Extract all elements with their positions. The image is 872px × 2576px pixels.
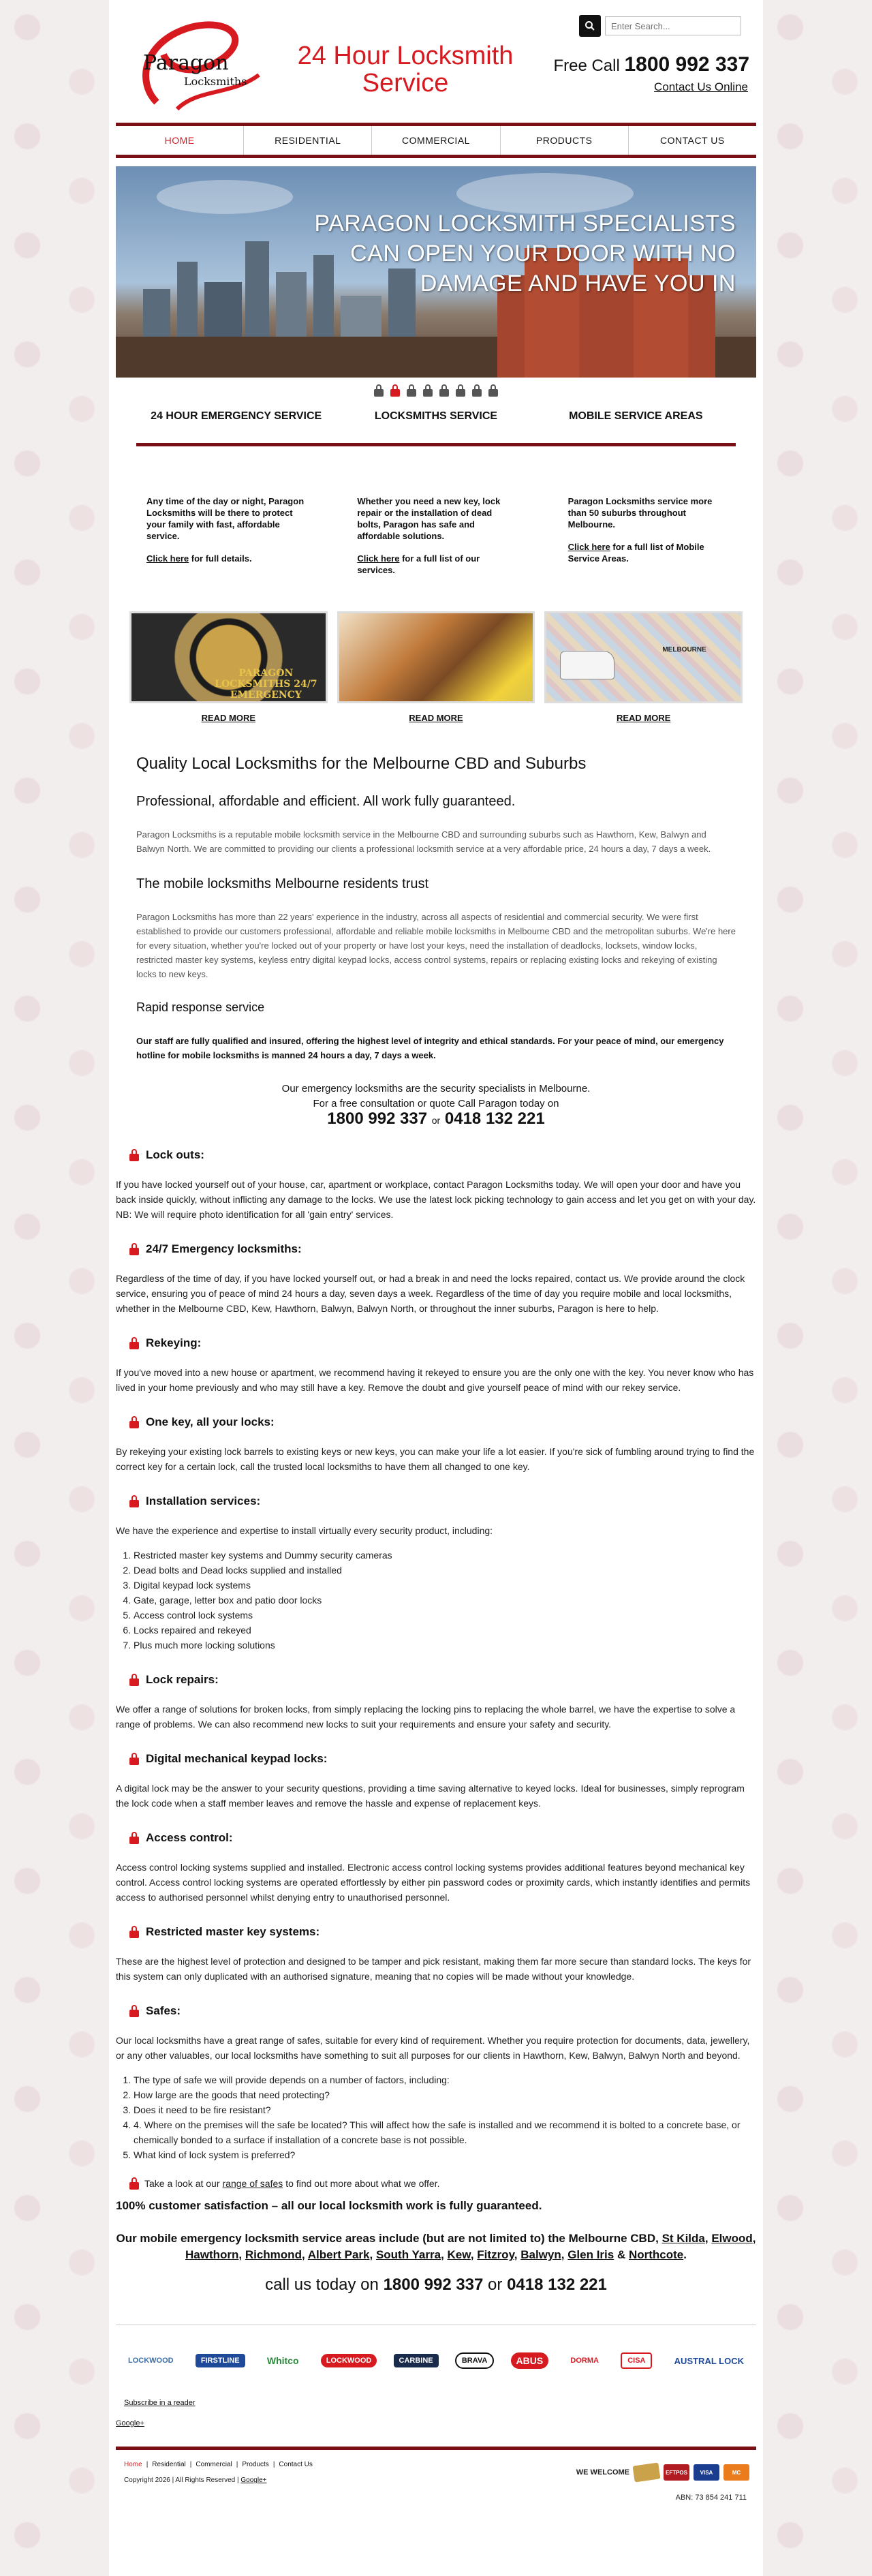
section-title-text: Restricted master key systems:	[146, 1925, 320, 1938]
free-call-label: Free Call	[553, 57, 620, 75]
suburb-link[interactable]: Hawthorn	[185, 2248, 239, 2261]
services-headings	[136, 410, 736, 423]
read-more-link[interactable]: READ MORE	[409, 713, 463, 723]
page-title: Quality Local Locksmiths for the Melbourne CBD and Suburbs	[136, 754, 587, 773]
list-item: 2. How large are the goods that need protecting?	[134, 2087, 756, 2102]
nav-products[interactable]: PRODUCTS	[501, 126, 629, 155]
lock-icon	[129, 2177, 139, 2190]
slide-dot[interactable]	[472, 384, 482, 397]
footer-nav: Home | Residential | Commercial | Products | Contact Us	[124, 2461, 313, 2468]
suburb-link[interactable]: Kew	[447, 2248, 471, 2261]
phone-number[interactable]: 1800 992 337	[327, 1109, 428, 1128]
call-prefix: call us today on	[265, 2275, 379, 2294]
slide-dot-active[interactable]	[390, 384, 400, 397]
eftpos-icon: EFTPOS	[664, 2464, 689, 2481]
cta-phones	[136, 1111, 736, 1128]
link-suffix: for a full list of Mobile Service Areas.	[567, 542, 704, 564]
section-text: If you have locked yourself out of your house, car, apartment or workplace, contact Paragon Locksmiths today. We will open your door and have you back inside quickly, without inflicting any damage to the locks. We use the latest lock picking technology to gain access and let you get on with your day. NB: We will require photo identification for all 'gain entry' services.	[116, 1179, 756, 1220]
gplus-row	[116, 2419, 756, 2427]
brand-logo: BRAVA	[455, 2352, 494, 2369]
intro-content	[109, 754, 763, 1128]
list-item: 2. Dead bolts and Dead locks supplied and installed	[134, 1563, 756, 1578]
service-text: Any time of the day or night, Paragon Locksmiths will be there to protect your family with fast, affordable service.	[146, 496, 305, 541]
brand-logo: Whitco	[266, 2355, 299, 2366]
logo-text-sub: Locksmiths	[184, 75, 247, 88]
brand-logo: CISA	[621, 2352, 652, 2369]
visa-icon: VISA	[694, 2464, 719, 2481]
brand-logo: LOCKWOOD	[321, 2354, 377, 2367]
divider	[136, 443, 736, 446]
section-title-text: One key, all your locks:	[146, 1415, 275, 1428]
hero-text: PARAGON LOCKSMITH SPECIALISTS CAN OPEN YOUR DOOR WITH NO DAMAGE AND HAVE YOU IN	[314, 211, 736, 296]
read-more-link[interactable]: READ MORE	[201, 713, 256, 723]
key-icon	[633, 2462, 661, 2482]
divider	[116, 2447, 756, 2450]
lock-icon	[129, 1337, 139, 1349]
cta-line: Our emergency locksmiths are the security specialists in Melbourne.	[281, 1083, 591, 1094]
brand-logos	[123, 2352, 749, 2369]
section-text: These are the highest level of protection and designed to be tamper and pick resistant, making them far more secure than standard locks. The keys for this system can only duplicated with an authorised signature, meaning that no copies will be made without your knowledge.	[116, 1956, 751, 1982]
brand-logo: ABUS	[511, 2352, 549, 2369]
footer-nav-residential[interactable]: Residential	[152, 2461, 186, 2468]
section-text: Access control locking systems supplied and installed. Electronic access control locking systems provides additional features beyond mechanical key control. Access control locking systems are operated effortlessly by either pin password codes or proximity cards, which instantly identifies and permits access to authorised personnel whilst denying entry to unauthorised personnel.	[116, 1862, 751, 1903]
brand-logo: FIRSTLINE	[196, 2354, 245, 2367]
section-text: Our local locksmiths have a great range of safes, suitable for every kind of requirement. Whether you require protection for documents, data, jewellery, or any other valuables, our local locksmiths have something to suit all purposes for our clients in Hawthorn, Kew, Balwyn, Balwyn North and beyond.	[116, 2035, 750, 2061]
free-call	[553, 53, 749, 76]
lock-icon	[129, 1495, 139, 1507]
lock-icon	[129, 1243, 139, 1255]
suburb-link[interactable]: Richmond	[245, 2248, 302, 2261]
cta-block	[136, 1082, 736, 1128]
service-text: Paragon Locksmiths service more than 50 suburbs throughout Melbourne.	[567, 496, 713, 530]
van-icon	[560, 651, 614, 679]
slide-dot[interactable]	[374, 384, 384, 397]
footer-nav-commercial[interactable]: Commercial	[196, 2461, 232, 2468]
section-title	[129, 1148, 756, 1162]
abn-text: ABN: 73 854 241 711	[675, 2494, 747, 2502]
logo[interactable]	[116, 14, 272, 116]
or-text: or	[431, 1115, 441, 1126]
subscribe-row	[124, 2399, 756, 2407]
tools-image[interactable]	[337, 611, 535, 703]
slide-dot[interactable]	[488, 384, 498, 397]
section-title	[129, 1242, 756, 1256]
lock-icon	[129, 1416, 139, 1428]
paragraph: Paragon Locksmiths is a reputable mobile locksmith service in the Melbourne CBD and surrounding suburbs such as Hawthorn, Kew, Balwyn and Balwyn North. We are committed to providing our clients a professional locksmith service at a very affordable price, 24 hours a day, 7 days a week.	[136, 829, 711, 854]
section-title	[129, 1494, 756, 1508]
list-item: 6. Locks repaired and rekeyed	[134, 1623, 756, 1638]
search-icon	[585, 20, 595, 31]
payment-methods	[576, 2461, 749, 2484]
service-heading-mobile: MOBILE SERVICE AREAS	[569, 410, 703, 422]
brand-logo: CARBINE	[394, 2354, 439, 2367]
section-title	[129, 1336, 756, 1350]
section-title-text: Installation services:	[146, 1494, 261, 1507]
page	[109, 0, 763, 2576]
section-title-text: Rekeying:	[146, 1336, 202, 1349]
hero-banner	[116, 166, 756, 378]
link-suffix: to find out more about what we offer.	[285, 2178, 440, 2189]
section-title-text: 24/7 Emergency locksmiths:	[146, 1242, 302, 1255]
link-suffix: for a full list of our services.	[357, 553, 480, 575]
free-call-number[interactable]: 1800 992 337	[624, 53, 749, 76]
click-here-link[interactable]: Click here	[146, 553, 189, 564]
contact-online-link[interactable]: Contact Us Online	[654, 80, 748, 93]
safes-list	[134, 2072, 756, 2162]
service-images	[129, 611, 743, 703]
satisfaction-text: 100% customer satisfaction – all our local locksmith work is fully guaranteed.	[116, 2199, 542, 2212]
brand-logo: DORMA	[570, 2357, 599, 2365]
list-item: 5. What kind of lock system is preferred?	[134, 2147, 756, 2162]
cta-line: For a free consultation or quote Call Paragon today on	[313, 1098, 559, 1109]
list-item: 7. Plus much more locking solutions	[134, 1638, 756, 1653]
brand-logo: LOCKWOOD	[128, 2357, 174, 2365]
header	[109, 0, 763, 123]
suburb-link[interactable]: Northcote	[628, 2248, 684, 2261]
section-title	[129, 2004, 756, 2018]
section-title	[129, 1831, 756, 1845]
brand-logo: AUSTRAL LOCK	[674, 2355, 744, 2366]
section-title-text: Lock outs:	[146, 1148, 204, 1161]
paragraph: Paragon Locksmiths has more than 22 years' experience in the industry, across all aspects of residential and commercial security. We were first established to provide our customers professional, affordable and reliable mobile locksmiths in Melbourne CBD and the metropolitan suburbs. We're here for every situation, whether you're locked out of your property or have lost your keys, need the installation of deadlocks, locksets, window locks, restricted master key systems, keyless entry digital keypad locks, access control systems, repairs or replacing existing locks and rekeying of existing locks to new keys.	[136, 912, 736, 979]
service-col-emergency	[129, 495, 321, 576]
call-today	[116, 2275, 756, 2295]
lock-icon	[129, 1149, 139, 1161]
list-item: 4. Gate, garage, letter box and patio door locks	[134, 1593, 756, 1608]
section-text: If you've moved into a new house or apartment, we recommend having it rekeyed to ensure you are the only one with the key. You never know who has lived in your home previously and who may still have a key. Remove the doubt and give yourself peace of mind with our rekey service.	[116, 1367, 754, 1393]
nav-home[interactable]: HOME	[116, 126, 244, 155]
service-areas: Our mobile emergency locksmith service areas include (but are not limited to) the Melbourne CBD, St Kilda, Elwood, Hawthorn, Richmond, Albert Park, South Yarra, Kew, Fitzroy, Balwyn, Glen Iris & Northcote.	[116, 2232, 756, 2261]
suburb-link[interactable]: Balwyn	[520, 2248, 561, 2261]
section-title-text: Digital mechanical keypad locks:	[146, 1752, 328, 1765]
list-item: 1. Restricted master key systems and Dummy security cameras	[134, 1548, 756, 1563]
or-text: or	[488, 2275, 503, 2294]
section-title-text: Access control:	[146, 1831, 233, 1844]
service-col-mobile	[551, 495, 743, 576]
service-sections	[109, 1148, 763, 2502]
slide-dot[interactable]	[407, 384, 416, 397]
map-image[interactable]	[544, 611, 743, 703]
suburb-link[interactable]: Fitzroy	[477, 2248, 514, 2261]
service-text: Whether you need a new key, lock repair or the installation of dead bolts, Paragon has safe and affordable solutions.	[357, 496, 501, 541]
mastercard-icon: MC	[723, 2464, 749, 2481]
slider-dots	[109, 384, 763, 397]
section-title	[129, 1415, 756, 1429]
service-columns	[129, 495, 743, 576]
section-text: We have the experience and expertise to install virtually every security product, including:	[116, 1525, 493, 1536]
list-item: 4. 4. Where on the premises will the safe be located? This will affect how the safe is installed and we recommend it is bolted to a concrete base, or chemically bonded to a surface if installation of a concrete base is not possible.	[134, 2117, 756, 2147]
read-more-link[interactable]: READ MORE	[616, 713, 671, 723]
safes-link-row	[116, 2177, 756, 2190]
suburb-link[interactable]: Glen Iris	[567, 2248, 614, 2261]
clock-image[interactable]	[129, 611, 328, 703]
section-text: By rekeying your existing lock barrels to existing keys or new keys, you can make your life a lot easier. If you're sick of fumbling around trying to find the correct key for a certain lock, call the trusted local locksmiths to have them all changed to one key.	[116, 1446, 755, 1472]
service-heading-emergency: 24 HOUR EMERGENCY SERVICE	[151, 410, 322, 422]
suburb-link[interactable]: Albert Park	[307, 2248, 370, 2261]
and-text: &	[617, 2248, 626, 2261]
gplus-link[interactable]: Google+	[116, 2419, 144, 2427]
lock-icon	[129, 1832, 139, 1844]
read-more-row	[129, 713, 743, 723]
suburb-link[interactable]: South Yarra	[375, 2248, 441, 2261]
phone-number[interactable]: 0418 132 221	[444, 1109, 545, 1128]
image-label: MELBOURNE	[662, 646, 706, 654]
footer	[116, 2461, 756, 2484]
section-title	[129, 1752, 756, 1766]
list-item: 3. Digital keypad lock systems	[134, 1578, 756, 1593]
section-text: We offer a range of solutions for broken locks, from simply replacing the locking pins to replacing the whole barrel, we have the expertise to solve a range of problems. We can also recommend new locks to suit your requirements and ensure your safety and security.	[116, 1704, 736, 1730]
copyright-text: Copyright 2026 | All Rights Reserved |	[124, 2477, 239, 2484]
subheading: Professional, affordable and efficient. All work fully guaranteed.	[136, 794, 516, 809]
lock-icon	[129, 1753, 139, 1765]
areas-prefix: Our mobile emergency locksmith service areas include (but are not limited to) the Melbourne CBD,	[116, 2232, 659, 2245]
lock-icon	[129, 1926, 139, 1938]
phone-number[interactable]: 0418 132 221	[507, 2275, 607, 2294]
service-col-locksmiths	[340, 495, 531, 576]
section-title-text: Safes:	[146, 2004, 181, 2017]
nav-commercial[interactable]: COMMERCIAL	[372, 126, 500, 155]
section-title-text: Lock repairs:	[146, 1673, 219, 1686]
section-title	[129, 1925, 756, 1939]
list-item: 5. Access control lock systems	[134, 1608, 756, 1623]
welcome-text: WE WELCOME	[576, 2468, 629, 2477]
link-suffix: for full details.	[189, 553, 252, 564]
installation-list	[134, 1548, 756, 1653]
section-text: A digital lock may be the answer to your security questions, providing a time saving alternative to keyed locks. Ideal for businesses, simply reprogram the lock code when a staff member leaves and remove the hassle and expense of replacement keys.	[116, 1783, 745, 1809]
lock-icon	[129, 1674, 139, 1686]
footer-nav-contact-us[interactable]: Contact Us	[279, 2461, 313, 2468]
footer-nav-products[interactable]: Products	[242, 2461, 269, 2468]
section-text: Regardless of the time of day, if you have locked yourself out, or had a break in and need the locks repaired, contact us. We provide around the clock service, ensuring you of peace of mind 24 hours a day, seven days a week. Regardless of the time of day you require mobile and local locksmiths, whether in the Melbourne CBD, Kew, Hawthorn, Balwyn, Balwyn North, or throughout the inner suburbs, Paragon is here to help.	[116, 1273, 745, 1314]
suburb-link[interactable]: St Kilda	[661, 2232, 705, 2245]
section-title	[129, 1673, 756, 1687]
tagline: 24 Hour Locksmith Service	[297, 42, 514, 97]
logo-text-main: Paragon	[143, 51, 229, 75]
nav-contact-us[interactable]: CONTACT US	[660, 135, 725, 146]
search-input[interactable]	[605, 16, 741, 35]
lock-icon	[129, 2005, 139, 2017]
service-heading-locksmiths: LOCKSMITHS SERVICE	[374, 410, 498, 422]
link-prefix: Take a look at our	[144, 2178, 220, 2189]
list-item: 1. The type of safe we will provide depends on a number of factors, including:	[134, 2072, 756, 2087]
slide-dot[interactable]	[456, 384, 465, 397]
subscribe-link[interactable]: Subscribe in a reader	[124, 2399, 196, 2407]
copyright	[124, 2477, 313, 2484]
paragraph: Our staff are fully qualified and insured, offering the highest level of integrity and ethical standards. For your peace of mind, our emergency hotline for mobile locksmiths is manned 24 hours a day, 7 days a week.	[136, 1036, 724, 1060]
image-label: PARAGON LOCKSMITHS 24/7 EMERGENCY	[215, 668, 317, 701]
subheading: Rapid response service	[136, 1000, 265, 1014]
subheading: The mobile locksmiths Melbourne residents trust	[136, 876, 429, 891]
nav-residential[interactable]: RESIDENTIAL	[244, 126, 372, 155]
search-button[interactable]	[579, 15, 601, 37]
click-here-link[interactable]: Click here	[567, 542, 610, 552]
main-nav	[116, 123, 756, 158]
phone-number[interactable]: 1800 992 337	[383, 2275, 484, 2294]
gplus-footer-link[interactable]: Google+	[240, 2477, 267, 2484]
click-here-link[interactable]: Click here	[357, 553, 400, 564]
range-of-safes-link[interactable]: range of safes	[222, 2178, 283, 2189]
suburb-link[interactable]: Elwood	[711, 2232, 753, 2245]
slide-dot[interactable]	[439, 384, 449, 397]
list-item: 3. Does it need to be fire resistant?	[134, 2102, 756, 2117]
slide-dot[interactable]	[423, 384, 433, 397]
search-box	[579, 15, 741, 37]
footer-nav-home[interactable]: Home	[124, 2461, 142, 2468]
